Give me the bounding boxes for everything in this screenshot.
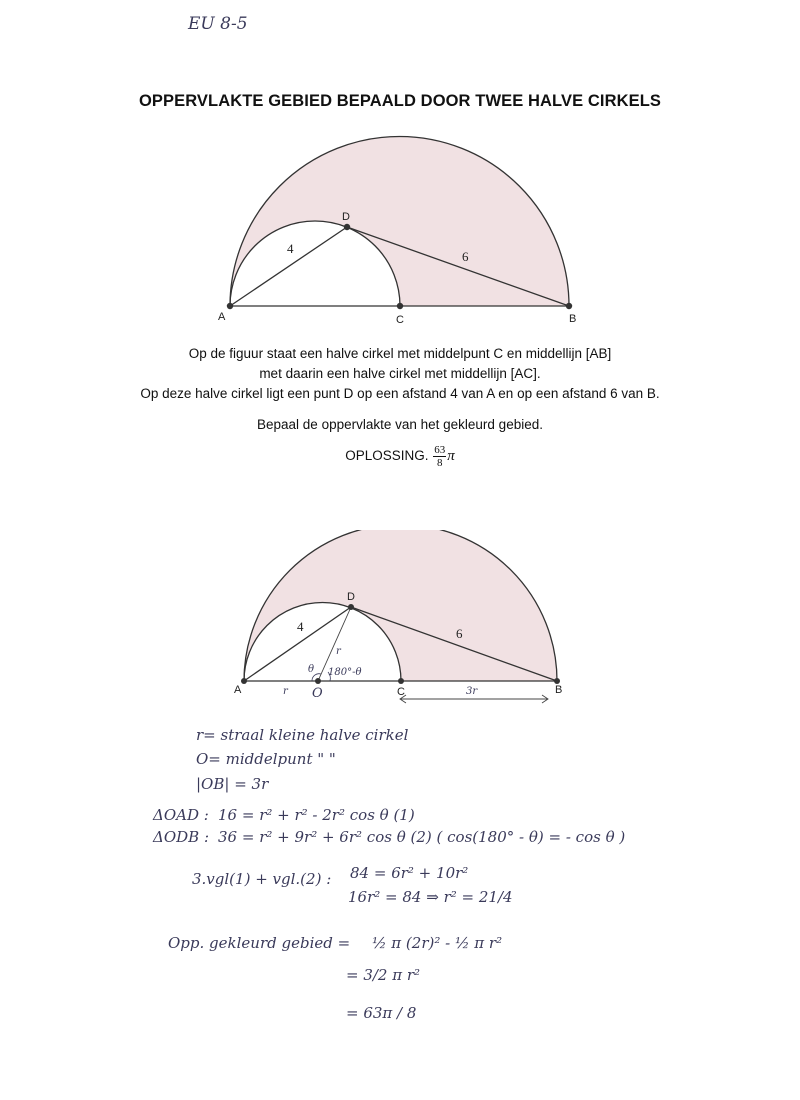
figure-annotated bbox=[0, 530, 800, 710]
label-D: D bbox=[347, 591, 355, 603]
note-area-eq1: ½ π (2r)² - ½ π r² bbox=[372, 934, 503, 952]
note-oad-eq: 16 = r² + r² - 2r² cos θ (1) bbox=[218, 806, 415, 824]
length-DB: 6 bbox=[462, 249, 469, 264]
task-text: Bepaal de oppervlakte van het gekleurd gebied. bbox=[257, 417, 543, 432]
note-odb-label: ΔODB : bbox=[153, 828, 210, 846]
note-odb-eq: 36 = r² + 9r² + 6r² cos θ (2) ( cos(180° - θ) = - cos θ ) bbox=[218, 828, 626, 846]
point-O bbox=[315, 678, 321, 684]
note-area-eq2: = 3/2 π r² bbox=[346, 966, 421, 984]
label-C: C bbox=[397, 686, 405, 698]
note-radius-def: r= straal kleine halve cirkel bbox=[196, 726, 409, 744]
note-center-def: O= middelpunt " " bbox=[196, 750, 336, 768]
note-ob-length: |OB| = 3r bbox=[196, 775, 269, 793]
solution-line bbox=[0, 444, 800, 469]
problem-description bbox=[0, 344, 800, 404]
mark-supp-angle: 180°-θ bbox=[328, 667, 362, 678]
point-D bbox=[344, 224, 350, 230]
solution-label: OPLOSSING. bbox=[345, 448, 429, 464]
figure-two-semicircles bbox=[0, 130, 800, 330]
solution-pi: π bbox=[447, 448, 455, 465]
solution-fraction bbox=[433, 444, 446, 469]
mark-theta: θ bbox=[308, 664, 315, 675]
description-line: met daarin een halve cirkel met middellijn [AC]. bbox=[259, 366, 541, 381]
point-D bbox=[348, 604, 354, 610]
note-oad-label: ΔOAD : bbox=[153, 806, 209, 824]
label-A: A bbox=[218, 311, 226, 323]
label-B: B bbox=[555, 684, 563, 696]
point-A bbox=[227, 303, 233, 309]
label-A: A bbox=[234, 684, 242, 696]
note-r-squared: 16r² = 84 ⇒ r² = 21/4 bbox=[348, 888, 513, 906]
page-title: OPPERVLAKTE GEBIED BEPAALD DOOR TWEE HALVE CIRKELS bbox=[138, 92, 662, 110]
point-C bbox=[398, 678, 404, 684]
point-C bbox=[397, 303, 403, 309]
label-B: B bbox=[569, 313, 577, 325]
length-AD: 4 bbox=[287, 241, 294, 256]
label-C: C bbox=[396, 314, 404, 326]
mark-3r: 3r bbox=[466, 686, 478, 697]
point-B bbox=[566, 303, 572, 309]
note-area-label: Opp. gekleurd gebied = bbox=[168, 934, 351, 952]
solution-denominator: 8 bbox=[437, 457, 443, 469]
label-O: O bbox=[312, 686, 323, 701]
mark-r-OD: r bbox=[336, 646, 341, 657]
mark-r-AO: r bbox=[283, 686, 288, 697]
shaded-region bbox=[244, 530, 557, 681]
note-combine-eq: 84 = 6r² + 10r² bbox=[350, 864, 469, 882]
corner-note: EU 8-5 bbox=[188, 14, 248, 34]
point-A bbox=[241, 678, 247, 684]
label-D: D bbox=[342, 211, 350, 223]
shaded-region bbox=[230, 137, 569, 307]
description-line: Op de figuur staat een halve cirkel met middelpunt C en middellijn [AB] bbox=[188, 346, 612, 361]
description-line: Op deze halve cirkel ligt een punt D op een afstand 4 van A en op een afstand 6 van B. bbox=[140, 386, 660, 401]
note-combine-label: 3.vgl(1) + vgl.(2) : bbox=[192, 870, 332, 888]
length-AD: 4 bbox=[297, 619, 304, 634]
note-area-result: = 63π / 8 bbox=[346, 1004, 417, 1022]
length-DB: 6 bbox=[456, 626, 463, 641]
solution-numerator: 63 bbox=[434, 444, 446, 456]
